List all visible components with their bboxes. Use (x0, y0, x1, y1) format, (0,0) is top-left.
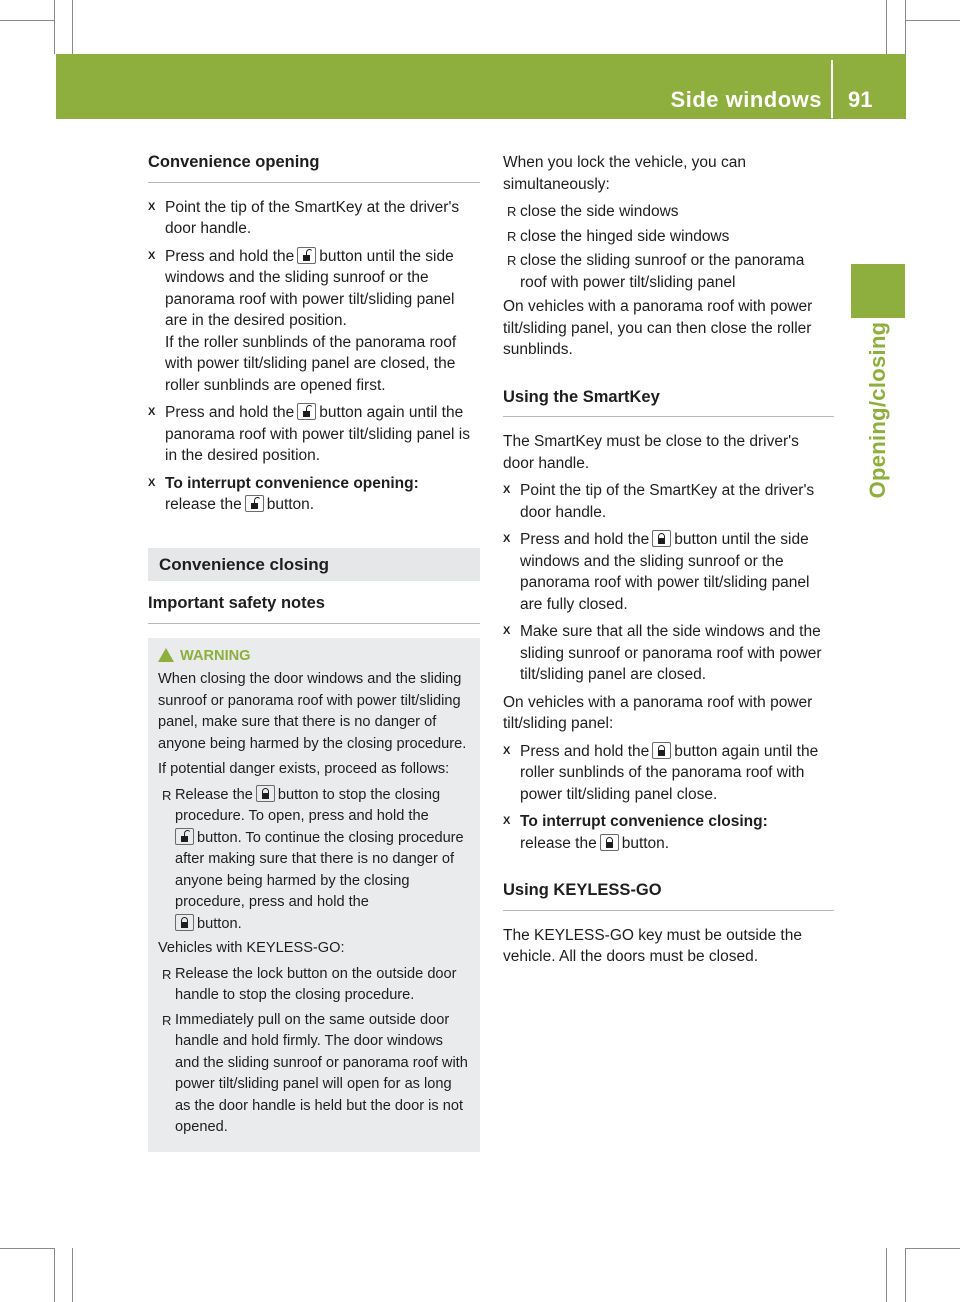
step-item: X Press and hold the button until the side windows and the sliding sunroof or the panorama roof with power tilt/sliding panel are fully closed. (503, 531, 810, 613)
page-title: Side windows (670, 87, 822, 112)
list-item: R close the sliding sunroof or the panorama roof with power tilt/sliding panel (507, 252, 805, 291)
unlock-button-icon (297, 247, 316, 264)
warning-bullet: R Release the lock button on the outside door handle to stop the closing procedure. (162, 965, 457, 1003)
crop-mark (886, 1248, 887, 1302)
step-marker-icon: X (148, 406, 156, 418)
step-marker-icon: X (148, 476, 156, 489)
warning-paragraph: If potential danger exists, proceed as follows: (158, 761, 450, 777)
list-item: R close the hinged side windows (503, 226, 834, 248)
bullet-marker-icon: R (162, 966, 172, 982)
paragraph: The KEYLESS-GO key must be outside the vehicle. All the doors must be closed. (503, 926, 802, 965)
warning-box (148, 638, 480, 1152)
lock-button-icon (652, 742, 671, 759)
step-marker-icon: X (503, 484, 511, 496)
step-item: X Point the tip of the SmartKey at the driver's door handle. (148, 198, 460, 237)
paragraph: The SmartKey must be close to the driver's door handle. (503, 433, 799, 472)
crop-mark (72, 0, 73, 54)
step-item: X Press and hold the button until the side windows and the sliding sunroof or the panorama roof with power tilt/sliding panel are in the desired position. If the roller sunblinds of the panorama roof with power tilt/sliding panel are closed, the roller sunblinds are opened first. (148, 247, 457, 394)
warning-triangle-icon (158, 648, 174, 662)
bullet-marker-icon: R (507, 228, 517, 244)
step-marker-icon: X (503, 533, 511, 545)
section-heading-safety-notes: Important safety notes (148, 593, 480, 624)
crop-mark (905, 1248, 906, 1302)
crop-mark (0, 1248, 54, 1249)
step-marker-icon: X (503, 815, 511, 827)
crop-mark (906, 20, 960, 21)
crop-mark (906, 1248, 960, 1249)
lock-button-icon (600, 834, 619, 851)
header-divider (831, 60, 833, 118)
lock-button-icon (175, 914, 194, 931)
warning-bullet: R Immediately pull on the same outside door handle and hold firmly. The door windows and the sliding sunroof or panorama roof with power tilt/sliding panel will open for as long as the door handle is held but the door is not opened. (162, 1011, 468, 1135)
step-item: X Press and hold the button again until the panorama roof with power tilt/sliding panel is in the desired position. (148, 404, 470, 464)
chapter-tab (851, 264, 905, 318)
chapter-label: Opening/closing (865, 321, 890, 499)
step-marker-icon: X (503, 625, 511, 637)
bullet-marker-icon: R (507, 253, 517, 268)
warning-heading: WARNING (158, 646, 470, 668)
unlock-button-icon (175, 828, 194, 845)
right-column (503, 152, 834, 974)
list-item: R close the side windows (503, 201, 834, 223)
section-band-convenience-closing: Convenience closing (148, 548, 480, 582)
step-marker-icon: X (148, 200, 156, 213)
step-item: X Press and hold the button again until the roller sunblinds of the panorama roof with power tilt/sliding panel close. (503, 742, 819, 803)
section-heading-convenience-opening: Convenience opening (148, 152, 480, 183)
unlock-button-icon (297, 403, 316, 420)
paragraph: On vehicles with a panorama roof with power tilt/sliding panel: (503, 693, 813, 732)
paragraph: When you lock the vehicle, you can simultaneously: (503, 154, 746, 193)
step-marker-icon: X (503, 744, 511, 757)
paragraph: On vehicles with a panorama roof with power tilt/sliding panel, you can then close the roller sunblinds. (503, 298, 813, 358)
step-item: X To interrupt convenience opening: release the button. (148, 474, 419, 513)
crop-mark (886, 0, 887, 54)
lock-button-icon (652, 530, 671, 547)
crop-mark (0, 20, 54, 21)
crop-mark (54, 0, 55, 54)
step-item: X To interrupt convenience closing: release the button. (503, 813, 768, 852)
left-column (148, 152, 480, 1152)
section-heading-using-keyless-go: Using KEYLESS-GO (503, 880, 834, 911)
bullet-marker-icon: R (162, 787, 172, 803)
unlock-button-icon (245, 495, 264, 512)
warning-paragraph: Vehicles with KEYLESS-GO: (158, 940, 345, 956)
warning-paragraph: When closing the door windows and the sliding sunroof or panorama roof with power tilt/sliding panel, make sure that there is no danger of anyone being harmed by the closing procedure. (158, 671, 467, 752)
step-item: X Make sure that all the side windows and the sliding sunroof or panorama roof with power tilt/sliding panel are closed. (503, 623, 822, 683)
crop-mark (905, 0, 906, 54)
page-number: 91 (848, 87, 873, 112)
lock-button-icon (256, 785, 275, 802)
bullet-marker-icon: R (507, 204, 517, 219)
step-item: X Point the tip of the SmartKey at the driver's door handle. (503, 482, 815, 521)
section-heading-using-smartkey: Using the SmartKey (503, 387, 834, 418)
warning-bullet: R Release the button to stop the closing procedure. To open, press and hold the button. To continue the closing procedure after making sure that there is no danger of anyone being harmed by the closing procedure, press and hold the button. (162, 786, 464, 932)
step-marker-icon: X (148, 249, 156, 262)
crop-mark (72, 1248, 73, 1302)
crop-mark (54, 1248, 55, 1302)
bullet-marker-icon: R (162, 1012, 172, 1028)
